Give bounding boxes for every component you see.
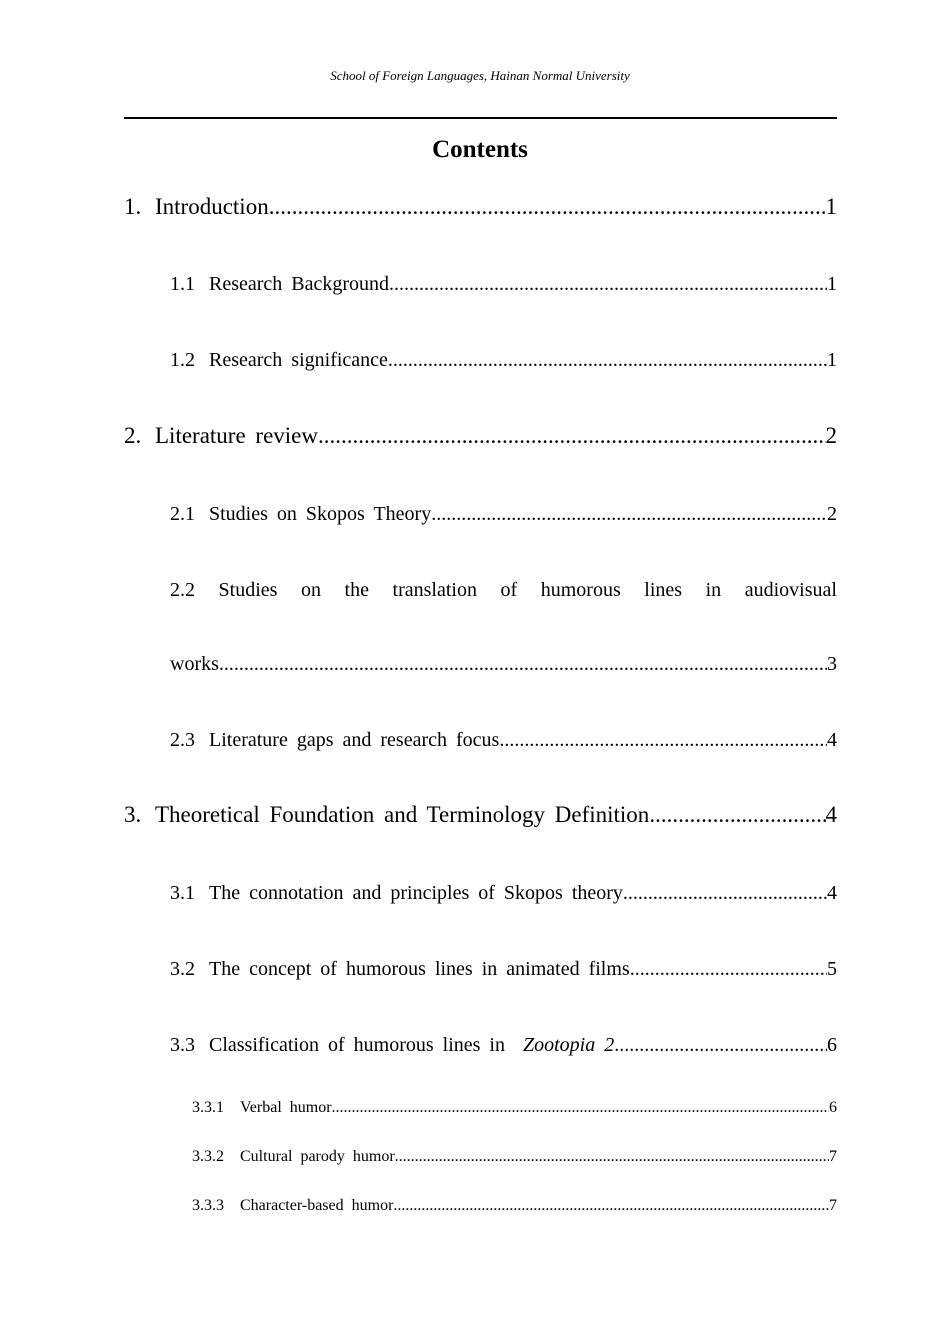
toc-entry-number: 3.3.3 <box>192 1197 224 1214</box>
toc-entry-page: 7 <box>829 1197 837 1214</box>
toc-entry-theoretical-foundation[interactable] <box>124 801 837 829</box>
dot-leader <box>269 193 826 221</box>
toc-title: Contents <box>432 136 528 163</box>
toc-entry-number: 1.1 <box>170 273 195 295</box>
toc-entry-studies-translation-line2[interactable] <box>170 651 837 677</box>
toc-entry-title: The concept of humorous lines in animated films <box>209 958 630 980</box>
dot-leader <box>388 347 827 373</box>
toc-entry-page: 1 <box>827 349 837 371</box>
toc-entry-research-background[interactable] <box>170 271 837 297</box>
toc-entry-page: 4 <box>825 802 837 827</box>
toc-entry-number: 1.2 <box>170 349 195 371</box>
toc-entry-literature-gaps[interactable] <box>170 727 837 753</box>
toc-entry-title-word: humorous <box>540 579 621 601</box>
toc-entry-number: 3. <box>124 802 142 827</box>
toc-entry-skopos-connotation[interactable] <box>170 880 837 906</box>
toc-entry-title: Theoretical Foundation and Terminology Definition <box>155 802 650 827</box>
toc-entry-classification-humorous-lines[interactable] <box>170 1032 837 1058</box>
toc-entry-number: 1. <box>124 194 142 219</box>
toc-entry-title: Studies on Skopos Theory <box>209 503 432 525</box>
toc-entry-number: 3.3.1 <box>192 1099 224 1116</box>
toc-entry-page: 4 <box>827 729 837 751</box>
toc-entry-title: Literature gaps and research focus <box>209 729 500 751</box>
toc-entry-title: Verbal humor <box>240 1099 332 1116</box>
toc-entry-title: Research Background <box>209 273 390 295</box>
toc-entry-page: 1 <box>827 273 837 295</box>
running-header: School of Foreign Languages, Hainan Normal University <box>330 68 630 83</box>
toc-entry-page: 2 <box>825 423 837 448</box>
dot-leader <box>393 1196 829 1216</box>
dot-leader <box>219 651 827 677</box>
toc-entry-title-word: on <box>301 579 321 601</box>
toc-entry-page: 6 <box>829 1099 837 1116</box>
film-title-italic: Zootopia 2 <box>522 1034 615 1056</box>
dot-leader <box>389 271 827 297</box>
toc-entry-title: works <box>170 653 219 675</box>
toc-entry-title: Introduction <box>155 194 269 219</box>
toc-entry-title: Literature review <box>155 423 318 448</box>
toc-entry-title-word: the <box>344 579 369 601</box>
toc-entry-page: 2 <box>827 503 837 525</box>
toc-entry-title-word: Studies <box>218 579 278 601</box>
toc-entry-number: 3.1 <box>170 882 195 904</box>
toc-entry-number: 2. <box>124 423 142 448</box>
dot-leader <box>649 801 825 829</box>
toc-entry-title <box>209 1032 614 1058</box>
toc-entry-title: The connotation and principles of Skopos theory <box>209 882 623 904</box>
toc-entry-title: Cultural parody humor <box>240 1148 395 1165</box>
toc-entry-literature-review[interactable] <box>124 422 837 450</box>
dot-leader <box>395 1147 829 1167</box>
toc-entry-title: Character-based humor <box>240 1197 394 1214</box>
toc-entry-number: 3.3.2 <box>192 1148 224 1165</box>
toc-entry-introduction[interactable] <box>124 193 837 221</box>
toc-entry-studies-skopos[interactable] <box>170 501 837 527</box>
dot-leader <box>614 1032 827 1058</box>
toc-entry-page: 1 <box>825 194 837 219</box>
toc-entry-concept-humorous-lines[interactable] <box>170 956 837 982</box>
dot-leader <box>431 501 827 527</box>
toc-entry-title-word: of <box>500 579 518 601</box>
toc-entry-studies-translation-line1[interactable] <box>170 577 837 603</box>
toc-entry-title-word: translation <box>392 579 477 601</box>
toc-entry-title-word: audiovisual <box>744 579 837 601</box>
dot-leader <box>623 880 827 906</box>
toc-entry-page: 6 <box>827 1034 837 1056</box>
toc-entry-cultural-parody-humor[interactable] <box>192 1147 837 1167</box>
toc-entry-page: 3 <box>827 653 837 675</box>
toc-entry-number: 2.1 <box>170 503 195 525</box>
dot-leader <box>318 422 826 450</box>
toc-entry-research-significance[interactable] <box>170 347 837 373</box>
header-rule <box>124 117 837 119</box>
toc-entry-title-word: lines <box>644 579 683 601</box>
toc-entry-character-based-humor[interactable] <box>192 1196 837 1216</box>
toc-entry-number: 3.2 <box>170 958 195 980</box>
toc-entry-page: 5 <box>827 958 837 980</box>
toc-entry-title: Research significance <box>209 349 388 371</box>
dot-leader <box>630 956 827 982</box>
toc-entry-number: 2.2 <box>170 579 195 601</box>
dot-leader <box>332 1098 829 1118</box>
dot-leader <box>499 727 827 753</box>
toc-entry-page: 7 <box>829 1148 837 1165</box>
toc-entry-title-word: in <box>705 579 722 601</box>
toc-entry-number: 2.3 <box>170 729 195 751</box>
toc-entry-page: 4 <box>827 882 837 904</box>
toc-entry-verbal-humor[interactable] <box>192 1098 837 1118</box>
toc-entry-number: 3.3 <box>170 1034 195 1056</box>
toc-entry-title-text: Classification of humorous lines in <box>209 1034 505 1056</box>
